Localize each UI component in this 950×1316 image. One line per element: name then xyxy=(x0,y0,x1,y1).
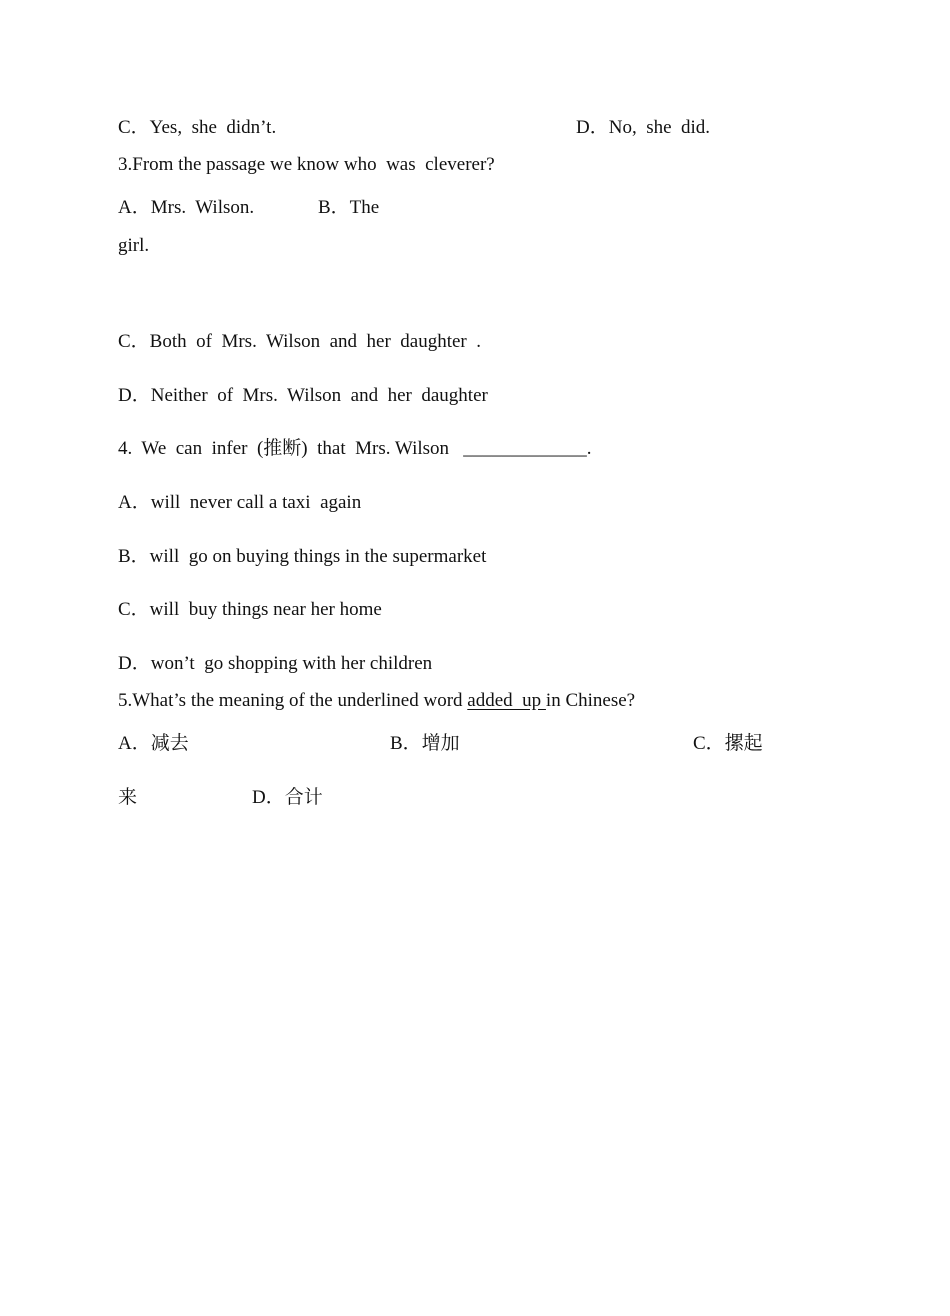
q4-option-d: D．won’t go shopping with her children xyxy=(118,653,433,674)
q5-question xyxy=(118,689,635,713)
q3-option-b: B．The xyxy=(318,197,380,218)
q5-option-b: B．增加 xyxy=(390,733,460,754)
q4-option-c: C．will buy things near her home xyxy=(118,599,382,620)
q3-option-a: A．Mrs. Wilson. xyxy=(118,197,255,218)
q4-question: 4. We can infer (推断) that Mrs. Wilson _____________. xyxy=(118,438,592,459)
q3-question: 3.From the passage we know who was cleverer? xyxy=(118,154,495,175)
q3-option-d: D．Neither of Mrs. Wilson and her daughter xyxy=(118,385,488,406)
q5-option-c-continued: 来 xyxy=(118,787,138,808)
q2-option-d: D．No, she did. xyxy=(576,117,711,138)
q5-question-after: in Chinese? xyxy=(545,690,636,711)
q5-option-a: A．减去 xyxy=(118,733,189,754)
q3-option-c: C．Both of Mrs. Wilson and her daughter . xyxy=(118,331,482,352)
q4-option-b: B．will go on buying things in the supermarket xyxy=(118,546,487,567)
q4-option-a: A．will never call a taxi again xyxy=(118,492,362,513)
q5-option-c: C．摞起 xyxy=(693,733,763,754)
q5-question-before: 5.What’s the meaning of the underlined word xyxy=(118,690,468,711)
q5-option-d: D．合计 xyxy=(252,787,323,808)
q2-option-c: C．Yes, she didn’t. xyxy=(118,117,277,138)
q3-option-b-continued: girl. xyxy=(118,235,150,256)
q5-underlined-word: added up xyxy=(467,690,546,711)
